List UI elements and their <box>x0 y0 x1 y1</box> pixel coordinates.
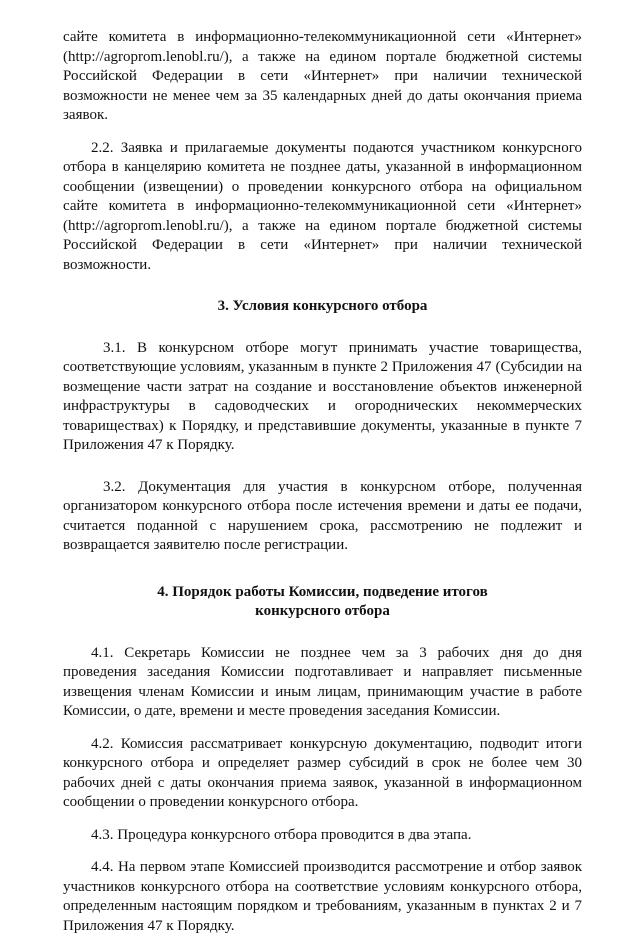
section-4-heading-line-2: конкурсного отбора <box>255 603 390 619</box>
section-4-heading <box>63 583 582 622</box>
paragraph-4-3: 4.3. Процедура конкурсного отбора проводится в два этапа. <box>91 826 472 843</box>
section-3-heading: 3. Условия конкурсного отбора <box>217 298 428 314</box>
paragraph-3-1: 3.1. В конкурсном отборе могут принимать участие товарищества, соответствующие условиям, указанным в пункте 2 Приложения 47 (Субсидии на возмещение части затрат на создание и восстановление объектов инженерной инфраструктуры в садоводческих и огороднических некоммерческих товариществах) к Порядку, и представившие документы, указанные в пункте 7 Приложения 47 к Порядку. <box>63 339 582 453</box>
paragraph-2-2: 2.2. Заявка и прилагаемые документы подаются участником конкурсного отбора в канцелярию комитета не позднее даты, указанной в информационном сообщении (извещении) о проведении конкурсного отбора на официальном сайте комитета в информационно-телекоммуникационной сети «Интернет» (http://agroprom.lenobl.ru/), а также на едином портале бюджетной системы Российской Федерации в сети «Интернет» при наличии технической возможности. <box>63 139 582 273</box>
paragraph-3-2: 3.2. Документация для участия в конкурсном отборе, полученная организатором конкурсного отбора после истечения времени и даты ее подачи, считается поданной с нарушением срока, рассмотрению не подлежит и возвращается заявителю после регистрации. <box>63 478 582 553</box>
section-4-heading-line-1: 4. Порядок работы Комиссии, подведение итогов <box>157 583 488 600</box>
paragraph-4-4: 4.4. На первом этапе Комиссией производится рассмотрение и отбор заявок участников конкурсного отбора на соответствие условиям конкурсного отбора, определенным настоящим порядком и требованиям, указанным в пунктах 2 и 7 Приложения 47 к Порядку. <box>63 859 582 934</box>
paragraph-4-2: 4.2. Комиссия рассматривает конкурсную документацию, подводит итоги конкурсного отбора и определяет размер субсидий в срок не более чем 30 рабочих дней с даты окончания приема заявок, указанной в информационном сообщении о проведении конкурсного отбора. <box>63 735 582 810</box>
paragraph-continuation: сайте комитета в информационно-телекоммуникационной сети «Интернет» (http://agroprom.lenobl.ru/), а также на едином портале бюджетной системы Российской Федерации в сети «Интернет» при наличии технической возможности не менее чем за 35 календарных дней до даты окончания приема заявок. <box>63 29 582 123</box>
paragraph-4-1: 4.1. Секретарь Комиссии не позднее чем за 3 рабочих дня до дня проведения заседания Комиссии подготавливает и направляет письменные извещения членам Комиссии и иным лицам, принимающим участие в работе Комиссии, о дате, времени и месте проведения заседания Комиссии. <box>63 644 582 719</box>
